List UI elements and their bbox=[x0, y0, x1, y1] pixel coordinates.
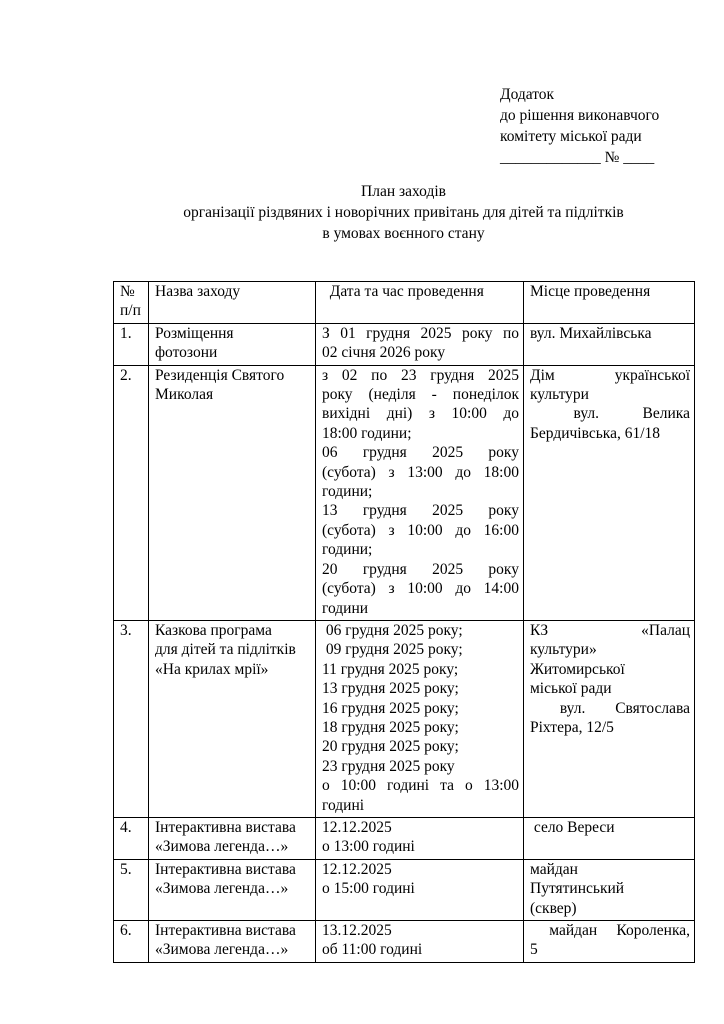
cell-line: (сквер) bbox=[530, 899, 577, 917]
cell-line: майдан Короленка, bbox=[530, 922, 690, 939]
cell-line: вул. Святослава bbox=[530, 699, 690, 717]
cell-line: «Зимова легенда…» bbox=[155, 941, 289, 959]
cell-line: 12.12.2025 bbox=[322, 860, 392, 878]
page-title bbox=[113, 181, 694, 244]
cell-line: 13.12.2025 bbox=[322, 922, 392, 939]
cell-datetime bbox=[316, 323, 524, 365]
cell-line: з 02 по 23 грудня 2025 bbox=[322, 366, 519, 384]
cell-line: Миколая bbox=[155, 386, 214, 404]
cell-line: Житомирської bbox=[530, 660, 625, 678]
cell-datetime bbox=[316, 620, 524, 817]
cell-line: Місце проведення bbox=[530, 283, 651, 300]
table-row bbox=[114, 620, 695, 817]
cell-line: 4. bbox=[120, 818, 132, 836]
cell-line: Назва заходу bbox=[155, 283, 241, 300]
cell-place bbox=[524, 921, 695, 963]
cell-datetime bbox=[316, 817, 524, 859]
cell-datetime bbox=[316, 859, 524, 920]
cell-line: З 01 грудня 2025 року по bbox=[322, 324, 519, 342]
cell-name bbox=[149, 817, 316, 859]
table-row bbox=[114, 817, 695, 859]
cell-line: культури» bbox=[530, 641, 597, 659]
cell-line: вихідні дні) з 10:00 до bbox=[322, 405, 519, 423]
letterhead-blank-line: _____________ № ____ bbox=[500, 149, 655, 166]
letterhead-line: Додаток bbox=[500, 86, 555, 103]
cell-line: міської ради bbox=[530, 680, 612, 698]
cell-line: 2. bbox=[120, 366, 132, 384]
cell-line: 18:00 години; bbox=[322, 424, 412, 442]
cell-line: 5. bbox=[120, 860, 132, 878]
cell-line: о 10:00 годині та о 13:00 bbox=[322, 777, 519, 795]
cell-line: вул. Михайлівська bbox=[530, 324, 652, 342]
header-cell-num bbox=[114, 282, 149, 324]
cell-line: село Вереси bbox=[530, 818, 615, 836]
cell-line: 23 грудня 2025 року bbox=[322, 757, 455, 775]
cell-line: 1. bbox=[120, 324, 132, 342]
cell-num bbox=[114, 620, 149, 817]
letterhead bbox=[500, 84, 659, 168]
cell-place bbox=[524, 323, 695, 365]
cell-name bbox=[149, 323, 316, 365]
cell-line: 06 грудня 2025 року; bbox=[322, 621, 463, 639]
cell-name bbox=[149, 620, 316, 817]
cell-line: 09 грудня 2025 року; bbox=[322, 641, 463, 659]
cell-line: Путятинський bbox=[530, 880, 625, 898]
cell-line: п/п bbox=[120, 302, 141, 320]
cell-line: Ріхтера, 12/5 bbox=[530, 718, 614, 736]
cell-line: КЗ «Палац bbox=[530, 621, 690, 639]
cell-line: години bbox=[322, 599, 369, 617]
table-row bbox=[114, 323, 695, 365]
cell-line: для дітей та підлітків bbox=[155, 641, 296, 659]
title-line: в умовах воєнного стану bbox=[322, 225, 485, 242]
cell-place bbox=[524, 817, 695, 859]
cell-line: 6. bbox=[120, 922, 132, 939]
cell-line: Розміщення bbox=[155, 324, 234, 342]
title-line: організації різдвяних і новорічних привітань для дітей та підлітків bbox=[183, 204, 624, 221]
cell-line: «Зимова легенда…» bbox=[155, 838, 289, 856]
header-cell-place bbox=[524, 282, 695, 324]
cell-line: 3. bbox=[120, 621, 132, 639]
cell-line: об 11:00 годині bbox=[322, 941, 423, 959]
cell-line: Інтерактивна вистава bbox=[155, 818, 296, 836]
cell-line: Дім української bbox=[530, 366, 690, 384]
cell-line: Казкова програма bbox=[155, 621, 272, 639]
title-line: План заходів bbox=[361, 183, 446, 200]
table-row bbox=[114, 859, 695, 920]
cell-line: майдан bbox=[530, 860, 578, 878]
events-table bbox=[113, 281, 695, 963]
cell-line: 13 грудня 2025 року bbox=[322, 502, 519, 520]
cell-line: 02 січня 2026 року bbox=[322, 344, 446, 362]
letterhead-line: комітету міської ради bbox=[500, 128, 642, 145]
cell-line: фотозони bbox=[155, 344, 218, 362]
cell-line: 11 грудня 2025 року; bbox=[322, 660, 459, 678]
cell-line: 12.12.2025 bbox=[322, 818, 392, 836]
cell-name bbox=[149, 859, 316, 920]
cell-line: годині bbox=[322, 796, 365, 814]
cell-line: «Зимова легенда…» bbox=[155, 880, 289, 898]
cell-num bbox=[114, 817, 149, 859]
letterhead-line: до рішення виконавчого bbox=[500, 107, 660, 124]
cell-line: року (неділя - понеділок bbox=[322, 386, 519, 404]
header-cell-datetime bbox=[316, 282, 524, 324]
cell-line: години; bbox=[322, 541, 373, 559]
cell-name bbox=[149, 921, 316, 963]
cell-line: о 15:00 годині bbox=[322, 880, 415, 898]
cell-line: (субота) з 10:00 до 14:00 bbox=[322, 580, 519, 598]
cell-num bbox=[114, 323, 149, 365]
cell-line: Бердичівська, 61/18 bbox=[530, 424, 661, 442]
cell-datetime bbox=[316, 921, 524, 963]
cell-line: вул. Велика bbox=[530, 405, 690, 423]
cell-datetime bbox=[316, 365, 524, 620]
cell-line: години; bbox=[322, 483, 373, 501]
cell-line: 18 грудня 2025 року; bbox=[322, 718, 459, 736]
cell-place bbox=[524, 859, 695, 920]
cell-line: о 13:00 годині bbox=[322, 838, 415, 856]
cell-num bbox=[114, 365, 149, 620]
header-row bbox=[114, 282, 695, 324]
cell-num bbox=[114, 859, 149, 920]
cell-line: «На крилах мрії» bbox=[155, 660, 269, 678]
cell-line: Резиденція Святого bbox=[155, 366, 285, 384]
cell-line: 16 грудня 2025 року; bbox=[322, 699, 459, 717]
cell-name bbox=[149, 365, 316, 620]
cell-place bbox=[524, 365, 695, 620]
cell-line: (субота) з 13:00 до 18:00 bbox=[322, 463, 519, 481]
cell-line: (субота) з 10:00 до 16:00 bbox=[322, 521, 519, 539]
cell-line: 06 грудня 2025 року bbox=[322, 444, 519, 462]
cell-line: № bbox=[120, 283, 135, 300]
cell-line: Дата та час проведення bbox=[322, 283, 484, 300]
cell-line: 20 грудня 2025 року bbox=[322, 560, 519, 578]
table-row bbox=[114, 365, 695, 620]
cell-line: Інтерактивна вистава bbox=[155, 860, 296, 878]
cell-num bbox=[114, 921, 149, 963]
table-row bbox=[114, 921, 695, 963]
cell-line: 13 грудня 2025 року; bbox=[322, 680, 459, 698]
cell-place bbox=[524, 620, 695, 817]
cell-line: 20 грудня 2025 року; bbox=[322, 738, 459, 756]
header-cell-name bbox=[149, 282, 316, 324]
cell-line: культури bbox=[530, 386, 589, 404]
cell-line: Інтерактивна вистава bbox=[155, 922, 296, 939]
cell-line: 5 bbox=[530, 941, 538, 959]
